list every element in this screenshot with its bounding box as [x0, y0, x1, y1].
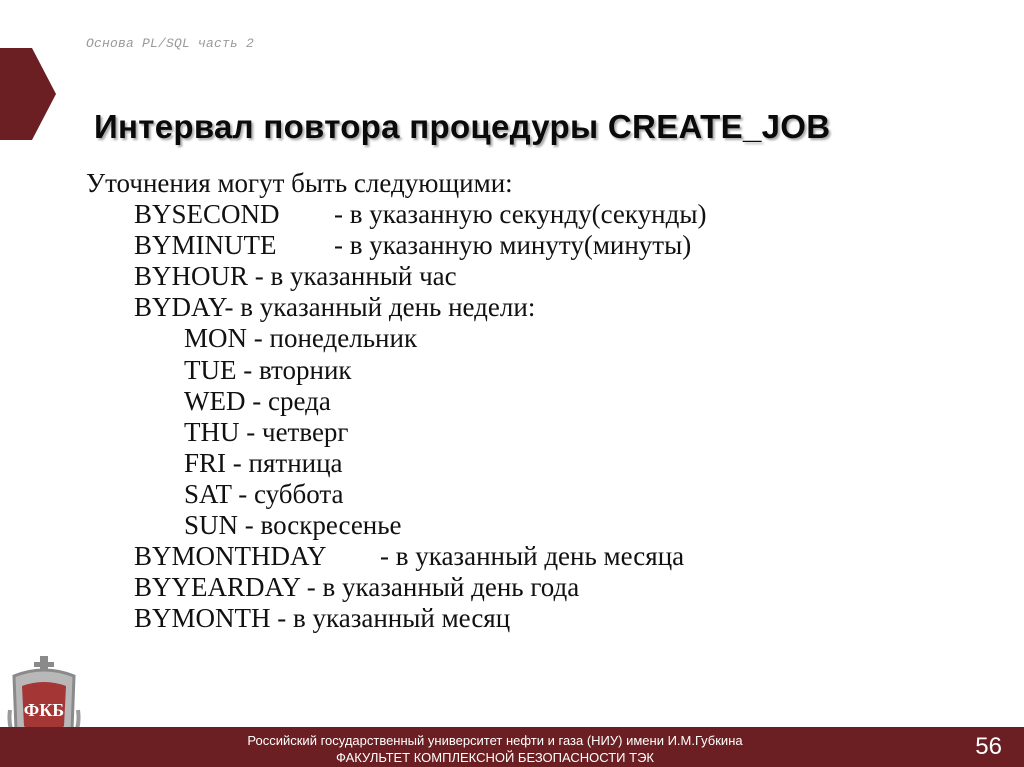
day-text: - воскресенье — [244, 510, 402, 541]
day-text: - вторник — [243, 354, 352, 385]
day-key: TUE — [184, 354, 237, 385]
day-key: SAT — [184, 478, 232, 509]
day-key: SUN — [184, 510, 239, 541]
day-key: THU — [184, 416, 240, 447]
item-text: - в указанный день недели: — [224, 292, 536, 323]
intro-line: Уточнения могут быть следующими: — [86, 168, 513, 198]
item-text: - в указанный день месяца — [380, 541, 685, 572]
day-item — [86, 479, 706, 510]
footer-line-2: ФАКУЛЬТЕТ КОМПЛЕКСНОЙ БЕЗОПАСНОСТИ ТЭК — [336, 750, 654, 765]
item-text: - в указанный день года — [306, 572, 580, 603]
item-text: - в указанную секунду(секунды) — [334, 199, 707, 230]
day-item — [86, 323, 706, 354]
header-label: Основа PL/SQL часть 2 — [86, 36, 255, 51]
item-text: - в указанную минуту(минуты) — [334, 230, 692, 261]
day-item — [86, 448, 706, 479]
item-key: BYMONTHDAY — [134, 541, 327, 572]
day-text: - среда — [252, 385, 331, 416]
day-item — [86, 510, 706, 541]
day-key: FRI — [184, 447, 227, 478]
list-item — [86, 261, 706, 292]
item-key: BYDAY — [134, 292, 225, 323]
day-key: MON — [184, 323, 248, 354]
item-key: BYMONTH — [134, 603, 271, 634]
day-text: - понедельник — [253, 323, 418, 354]
day-text: - пятница — [232, 447, 343, 478]
footer-line-1: Российский государственный университет нефти и газа (НИУ) имени И.М.Губкина — [247, 733, 743, 748]
day-key: WED — [184, 385, 246, 416]
slide-body — [86, 168, 706, 634]
item-key: BYMINUTE — [134, 230, 277, 261]
list-item — [86, 603, 706, 634]
day-text: - четверг — [246, 416, 349, 447]
list-item — [86, 230, 706, 261]
day-text: - суббота — [238, 478, 344, 509]
item-key: BYHOUR — [134, 261, 249, 292]
list-item — [86, 199, 706, 230]
slide-title: Интервал повтора процедуры CREATE_JOB — [94, 108, 831, 145]
page-number: 56 — [975, 733, 1002, 760]
item-key: BYSECOND — [134, 199, 280, 230]
day-item — [86, 417, 706, 448]
day-item — [86, 355, 706, 386]
list-item — [86, 292, 706, 323]
day-item — [86, 386, 706, 417]
item-text: - в указанный месяц — [277, 603, 511, 634]
item-text: - в указанный час — [254, 261, 457, 292]
list-item — [86, 572, 706, 603]
footer-text — [180, 732, 810, 766]
list-item — [86, 541, 706, 572]
emblem-label: ФКБ — [23, 700, 65, 720]
arrow-tab-icon — [0, 48, 56, 140]
item-key: BYYEARDAY — [134, 572, 301, 603]
